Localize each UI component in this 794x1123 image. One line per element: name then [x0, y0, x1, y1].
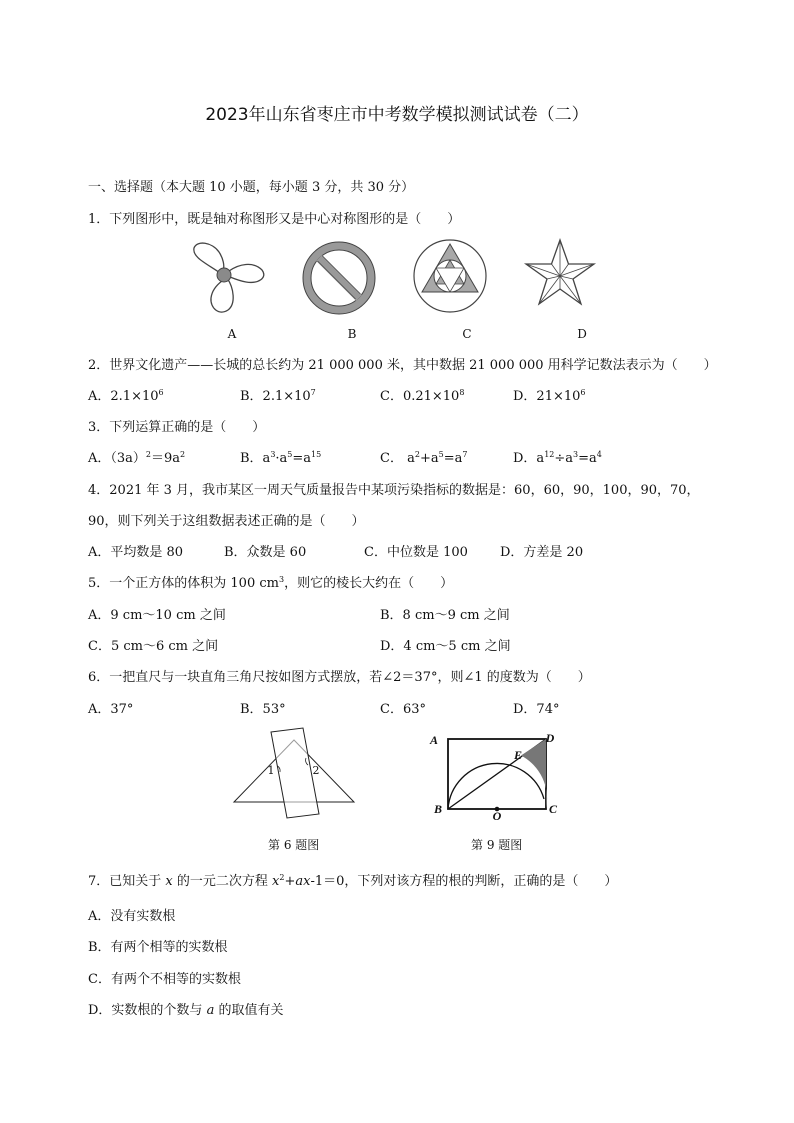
- page-title: 2023年山东省枣庄市中考数学模拟测试试卷（二）: [205, 105, 589, 125]
- point-d-label: D: [545, 731, 555, 745]
- question-7-option-b: B．有两个相等的实数根: [88, 940, 228, 955]
- question-2-option-d: D．$21\times 10^6$: [513, 388, 586, 404]
- ruler-and-triangle-figure: [228, 726, 358, 822]
- point-o-label: O: [492, 809, 502, 823]
- question-5-option-b: B．8 cm～9 cm 之间: [380, 608, 510, 623]
- question-3-option-a: A．$(3a)^2=9a^2$: [88, 450, 186, 466]
- question-5-stem: 5．一个正方体的体积为 100 $cm^3$，则它的棱长大约在（ ）: [88, 575, 454, 591]
- section-heading: 一、选择题（本大题 10 小题，每小题 3 分，共 30 分）: [88, 180, 415, 195]
- question-2-option-c: C．$0.21\times 10^8$: [380, 388, 465, 404]
- point-c-label: C: [548, 802, 557, 816]
- propeller-figure: [186, 238, 278, 316]
- question-7-option-c: C．有两个不相等的实数根: [88, 972, 241, 987]
- question-5-option-d: D．4 cm～5 cm 之间: [380, 639, 511, 654]
- question-3-option-b: B．$a^3\cdot a^5=a^{15}$: [240, 450, 322, 466]
- question-4-stem-line-1: 4．2021 年 3 月，我市某区一周天气质量报告中某项污染指标的数据是：60，60，90，100，90，70，: [88, 483, 700, 498]
- figure-label-d: D: [577, 327, 587, 341]
- question-3-option-d: D．$a^{12}\div a^3=a^4$: [513, 450, 602, 466]
- question-6-stem: 6．一把直尺与一块直角三角尺按如图方式摆放，若∠2＝37°，则∠1 的度数为（ ）: [88, 670, 591, 685]
- figure-6-caption: 第 6 题图: [268, 838, 320, 852]
- question-4-option-b: B．众数是 60: [224, 545, 307, 560]
- point-b-label: B: [433, 802, 442, 816]
- question-3-stem: 3．下列运算正确的是（ ）: [88, 420, 266, 435]
- angle-1-label: 1: [267, 764, 275, 777]
- figure-label-b: B: [347, 327, 357, 341]
- angle-2-label: 2: [312, 764, 320, 777]
- question-4-stem-line-2: 90，则下列关于这组数据表述正确的是（ ）: [88, 514, 365, 529]
- question-7-option-d: D．实数根的个数与 a 的取值有关: [88, 1003, 284, 1018]
- figure-label-a: A: [227, 327, 237, 341]
- question-3-option-c: C． $a^2+a^5=a^7$: [380, 450, 468, 466]
- question-5-option-c: C．5 cm～6 cm 之间: [88, 639, 219, 654]
- triangle-in-circle-figure: [410, 236, 490, 316]
- question-6-option-c: C．63°: [380, 702, 426, 717]
- question-1-stem: 1．下列图形中，既是轴对称图形又是中心对称图形的是（ ）: [88, 212, 461, 227]
- question-7-stem: 7．已知关于 x 的一元二次方程 $x^2+ax-1=0$，下列对该方程的根的判断，正确的是（ ）: [88, 873, 618, 889]
- question-5-option-a: A．9 cm～10 cm 之间: [88, 608, 226, 623]
- question-4-option-a: A．平均数是 80: [88, 545, 184, 560]
- point-e-label: E: [513, 748, 522, 762]
- question-2-stem: 2．世界文化遗产——长城的总长约为 21 000 000 米，其中数据 21 000 000 用科学记数法表示为（ ）: [88, 358, 717, 373]
- five-pointed-star-figure: [520, 236, 600, 316]
- figure-label-c: C: [462, 327, 472, 341]
- question-6-option-b: B．53°: [240, 702, 286, 717]
- question-6-option-d: D．74°: [513, 702, 560, 717]
- question-2-option-b: B．$2.1\times 10^7$: [240, 388, 316, 404]
- figure-9-caption: 第 9 题图: [471, 838, 523, 852]
- question-7-option-a: A．没有实数根: [88, 909, 176, 924]
- point-a-label: A: [429, 733, 438, 747]
- question-2-option-a: A．$2.1\times 10^6$: [88, 388, 164, 404]
- question-6-option-a: A．37°: [88, 702, 134, 717]
- prohibition-sign-figure: [300, 240, 378, 316]
- question-4-option-c: C．中位数是 100: [364, 545, 468, 560]
- question-4-option-d: D．方差是 20: [500, 545, 584, 560]
